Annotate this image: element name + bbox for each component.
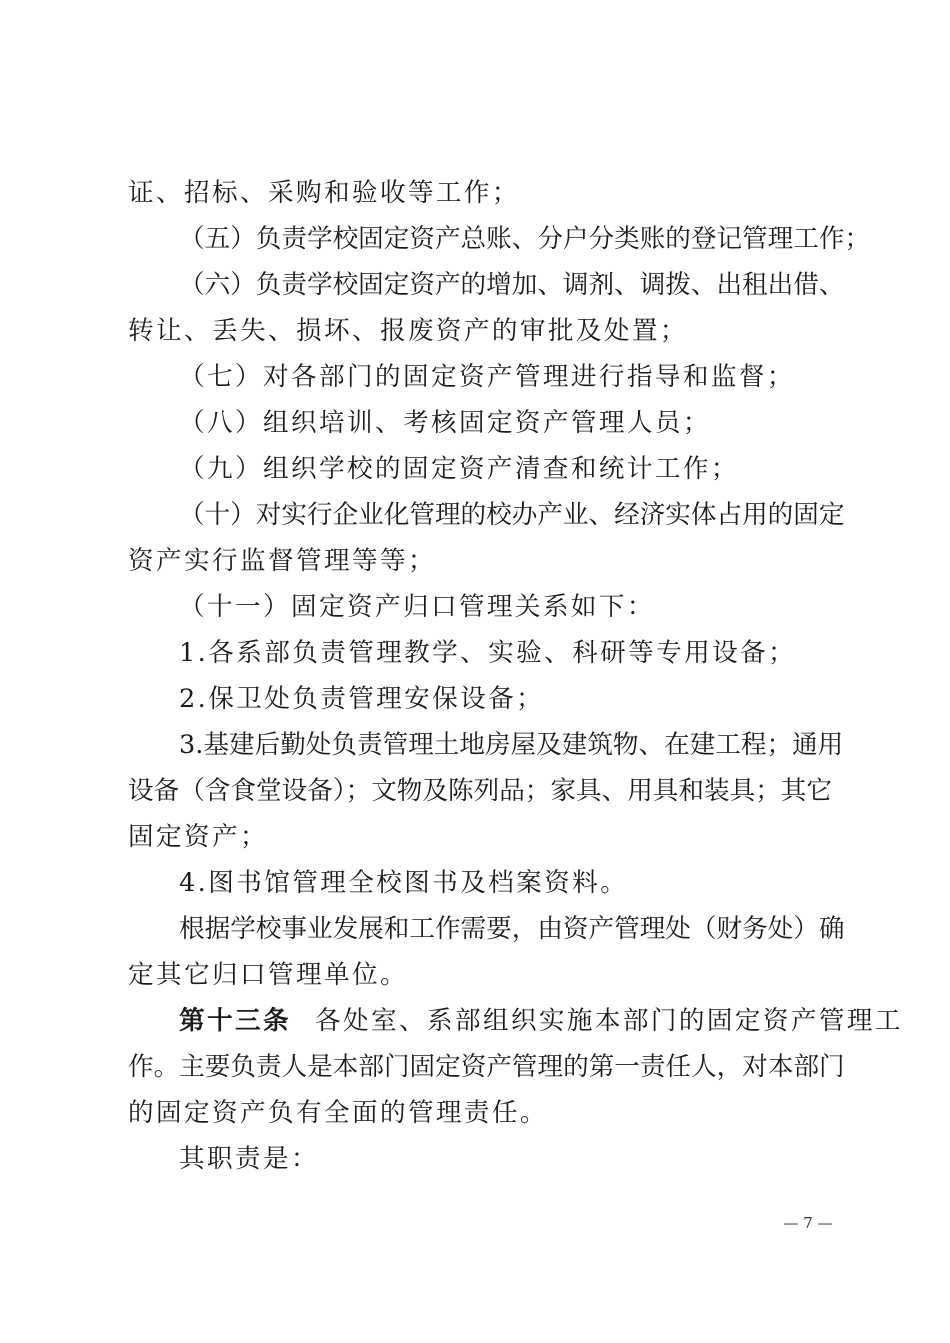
paragraph-line: （五）负责学校固定资产总账、分户分类账的登记管理工作； [179, 224, 871, 254]
paragraph-line: 2.保卫处负责管理安保设备； [179, 684, 545, 714]
paragraph-line: （八）组织培训、考核固定资产管理人员； [179, 408, 711, 438]
article-13-heading: 第十三条 [179, 1006, 291, 1036]
paragraph-line: 设备（含食堂设备）；文物及陈列品；家具、用具和装具；其它 [128, 776, 832, 806]
paragraph-line: 资产实行监督管理等等； [128, 546, 436, 576]
page-number: — 7 — [783, 1214, 833, 1232]
paragraph-line: （七）对各部门的固定资产管理进行指导和监督； [179, 362, 795, 392]
paragraph-line: （六）负责学校固定资产的增加、调剂、调拨、出租出借、 [179, 270, 845, 300]
paragraph-line: 转让、丢失、损坏、报废资产的审批及处置； [128, 316, 688, 346]
paragraph-line: （十）对实行企业化管理的校办产业、经济实体占用的固定 [179, 500, 845, 530]
paragraph-line: 3.基建后勤处负责管理土地房屋及建筑物、在建工程；通用 [179, 730, 844, 760]
paragraph-line: 根据学校事业发展和工作需要，由资产管理处（财务处）确 [179, 914, 845, 944]
paragraph-line: 证、招标、采购和验收等工作； [128, 178, 520, 208]
article-13-first-line [179, 998, 903, 1044]
article-13-text: 各处室、系部组织实施本部门的固定资产管理工 [314, 1006, 903, 1036]
paragraph-line: 其职责是： [179, 1144, 319, 1174]
paragraph-line: 1.各系部负责管理教学、实验、科研等专用设备； [179, 638, 797, 668]
paragraph-line: 的固定资产负有全面的管理责任。 [128, 1098, 548, 1128]
paragraph-line: 固定资产； [128, 822, 268, 852]
paragraph-line: （九）组织学校的固定资产清查和统计工作； [179, 454, 739, 484]
paragraph-line: 定其它归口管理单位。 [128, 960, 408, 990]
paragraph-line: 作。主要负责人是本部门固定资产管理的第一责任人，对本部门 [128, 1052, 845, 1082]
paragraph-line: （十一）固定资产归口管理关系如下： [179, 592, 655, 622]
paragraph-line: 4.图书馆管理全校图书及档案资料。 [179, 868, 629, 898]
